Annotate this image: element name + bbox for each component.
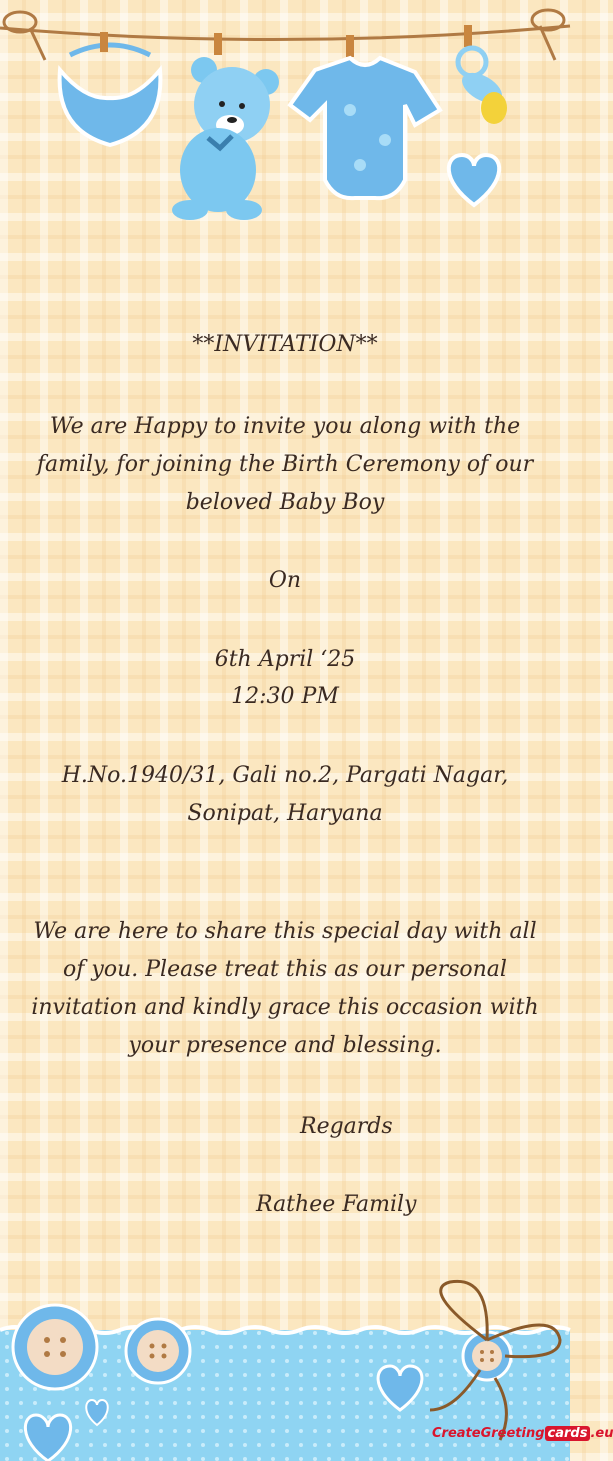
clothesline-illustration bbox=[0, 0, 570, 240]
on-label: On bbox=[268, 568, 302, 593]
bow-icon bbox=[4, 12, 45, 60]
brand-name: CreateGreeting bbox=[432, 1426, 545, 1441]
button-icon bbox=[13, 1305, 97, 1389]
brand-watermark bbox=[432, 1426, 613, 1441]
event-date: 6th April ‘25 bbox=[214, 647, 356, 672]
regards-label: Regards bbox=[300, 1114, 393, 1139]
bib-icon bbox=[60, 32, 161, 145]
invitation-heading: **INVITATION** bbox=[192, 332, 378, 357]
heart-icon bbox=[449, 155, 499, 205]
pacifier-icon bbox=[457, 25, 507, 124]
onesie-icon bbox=[290, 35, 440, 198]
teddy-bear-icon bbox=[172, 33, 279, 220]
clothesline-rope bbox=[0, 26, 570, 40]
bow-icon bbox=[532, 10, 564, 60]
invitation-intro: We are Happy to invite you along with the family, for joining the Birth Ceremony of our beloved Baby Boy bbox=[36, 414, 534, 515]
button-icon bbox=[126, 1319, 190, 1383]
event-time: 12:30 PM bbox=[231, 684, 339, 709]
invitation-message: We are here to share this special day with all of you. Please treat this as our personal invitation and kindly grace this occasion with your presence and blessing. bbox=[31, 919, 539, 1058]
brand-tld: .eu bbox=[590, 1426, 613, 1441]
signature: Rathee Family bbox=[256, 1192, 417, 1217]
brand-badge: cards bbox=[545, 1426, 591, 1441]
event-address: H.No.1940/31, Gali no.2, Pargati Nagar, Sonipat, Haryana bbox=[61, 763, 509, 826]
